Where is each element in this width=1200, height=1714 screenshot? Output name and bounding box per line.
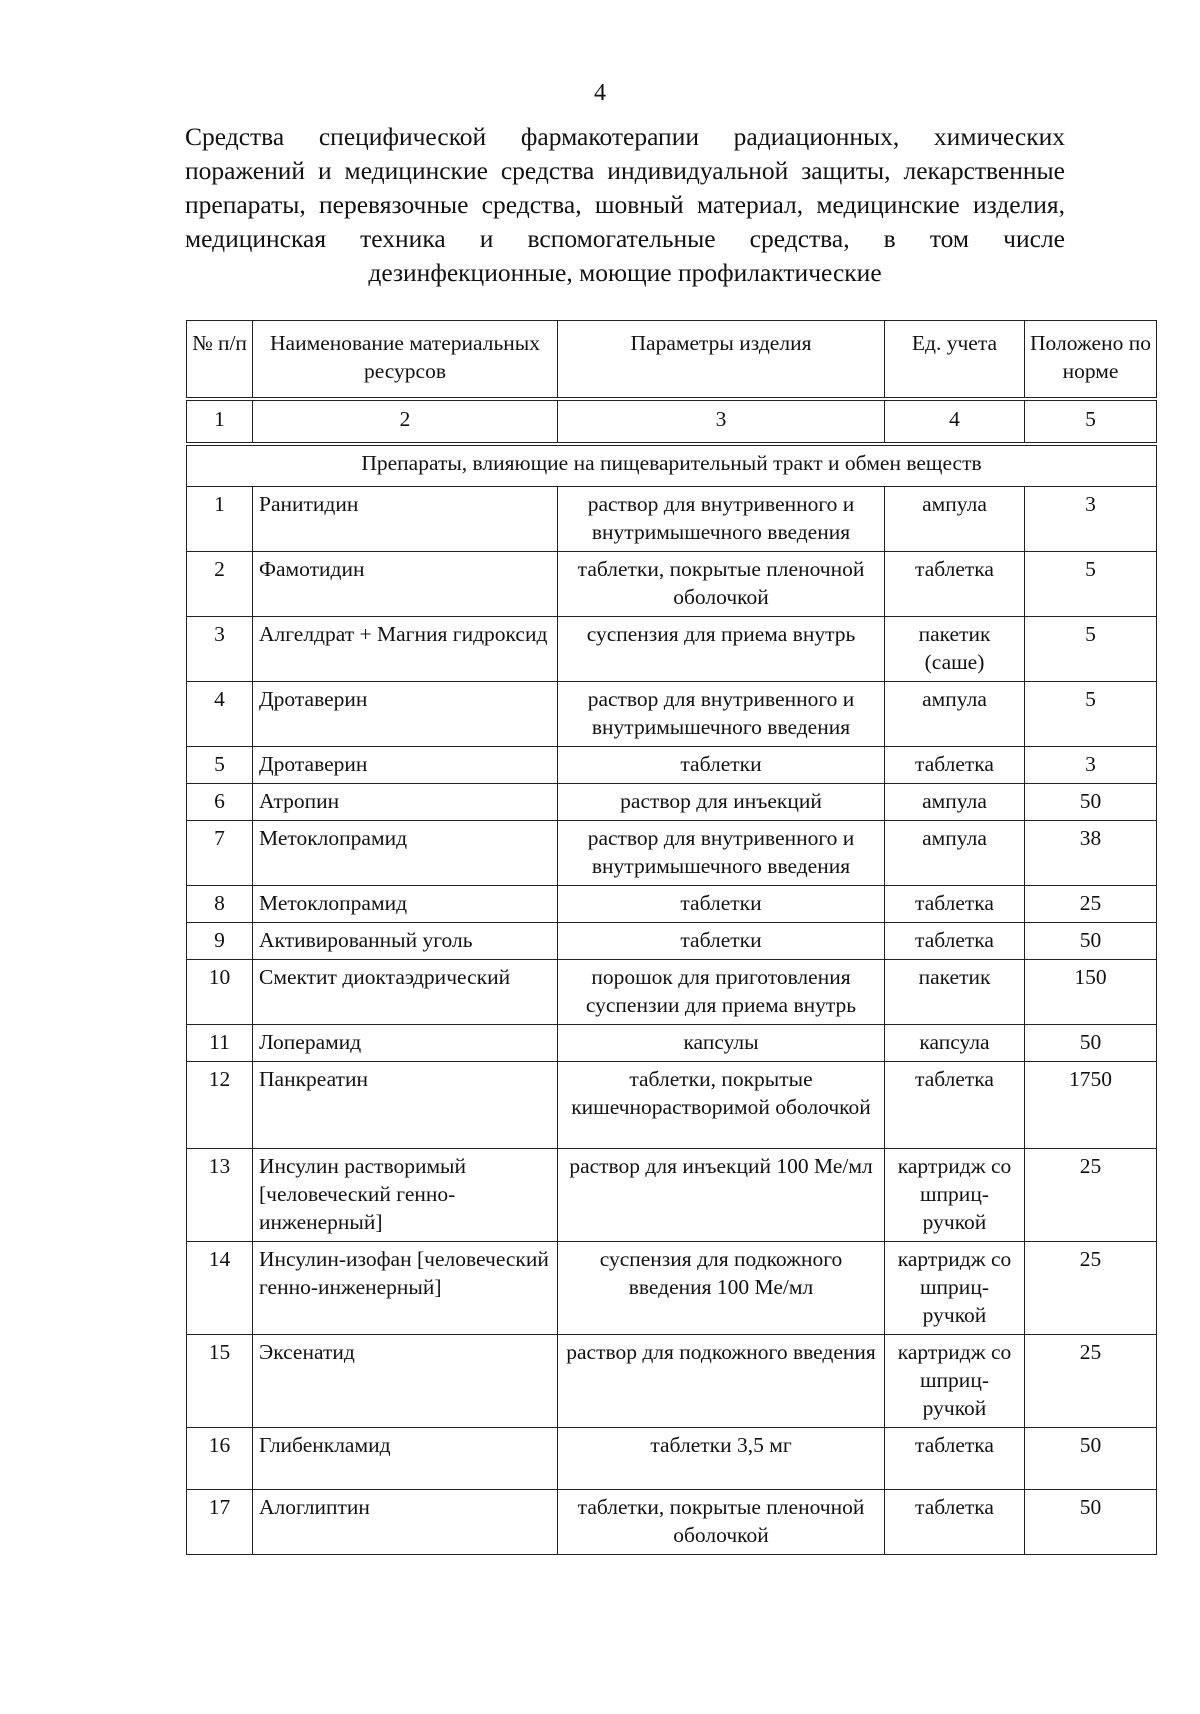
- product-params: таблетки 3,5 мг: [558, 1428, 885, 1490]
- unit-of-account: таблетка: [885, 552, 1025, 617]
- unit-of-account: таблетка: [885, 1062, 1025, 1149]
- resource-name: Алгелдрат + Магния гидроксид: [253, 617, 558, 682]
- norm-quantity: 5: [1025, 682, 1157, 747]
- table-row: [187, 960, 1157, 1025]
- table-row: [187, 617, 1157, 682]
- resource-name: Активированный уголь: [253, 923, 558, 960]
- row-number: 16: [187, 1428, 253, 1490]
- product-params: таблетки, покрытые пленочной оболочкой: [558, 1490, 885, 1555]
- product-params: таблетки, покрытые кишечнорастворимой оболочкой: [558, 1062, 885, 1149]
- table-row: [187, 784, 1157, 821]
- row-number: 8: [187, 886, 253, 923]
- column-numbers-row: [187, 401, 1157, 443]
- resources-table: [186, 320, 1157, 1555]
- table-row: [187, 1428, 1157, 1490]
- resource-name: Инсулин-изофан [человеческий генно-инженерный]: [253, 1242, 558, 1335]
- table-row: [187, 487, 1157, 552]
- unit-of-account: картридж со шприц-ручкой: [885, 1242, 1025, 1335]
- header-qty: Положено по норме: [1025, 321, 1157, 398]
- unit-of-account: ампула: [885, 487, 1025, 552]
- product-params: суспензия для приема внутрь: [558, 617, 885, 682]
- norm-quantity: 50: [1025, 1490, 1157, 1555]
- table-row: [187, 923, 1157, 960]
- column-number: 2: [253, 401, 558, 443]
- product-params: раствор для подкожного введения: [558, 1335, 885, 1428]
- row-number: 4: [187, 682, 253, 747]
- table-row: [187, 886, 1157, 923]
- resource-name: Инсулин растворимый [человеческий генно-инженерный]: [253, 1149, 558, 1242]
- unit-of-account: таблетка: [885, 1490, 1025, 1555]
- product-params: таблетки, покрытые пленочной оболочкой: [558, 552, 885, 617]
- norm-quantity: 25: [1025, 886, 1157, 923]
- norm-quantity: 3: [1025, 747, 1157, 784]
- unit-of-account: картридж со шприц-ручкой: [885, 1335, 1025, 1428]
- row-number: 1: [187, 487, 253, 552]
- table-row: [187, 1242, 1157, 1335]
- table-row: [187, 1335, 1157, 1428]
- unit-of-account: пакетик: [885, 960, 1025, 1025]
- unit-of-account: ампула: [885, 821, 1025, 886]
- row-number: 7: [187, 821, 253, 886]
- row-number: 2: [187, 552, 253, 617]
- resource-name: Дротаверин: [253, 747, 558, 784]
- table-row: [187, 1149, 1157, 1242]
- unit-of-account: ампула: [885, 784, 1025, 821]
- product-params: раствор для инъекций 100 Ме/мл: [558, 1149, 885, 1242]
- product-params: суспензия для подкожного введения 100 Ме/мл: [558, 1242, 885, 1335]
- norm-quantity: 5: [1025, 552, 1157, 617]
- unit-of-account: таблетка: [885, 1428, 1025, 1490]
- norm-quantity: 50: [1025, 784, 1157, 821]
- unit-of-account: таблетка: [885, 923, 1025, 960]
- resource-name: Ранитидин: [253, 487, 558, 552]
- product-params: раствор для внутривенного и внутримышечного введения: [558, 821, 885, 886]
- section-title: Препараты, влияющие на пищеварительный тракт и обмен веществ: [187, 446, 1157, 487]
- table-row: [187, 552, 1157, 617]
- unit-of-account: таблетка: [885, 747, 1025, 784]
- product-params: раствор для внутривенного и внутримышечного введения: [558, 487, 885, 552]
- header-params: Параметры изделия: [558, 321, 885, 398]
- norm-quantity: 150: [1025, 960, 1157, 1025]
- product-params: таблетки: [558, 923, 885, 960]
- table-header-row: [187, 321, 1157, 398]
- norm-quantity: 25: [1025, 1335, 1157, 1428]
- unit-of-account: картридж со шприц-ручкой: [885, 1149, 1025, 1242]
- unit-of-account: пакетик (саше): [885, 617, 1025, 682]
- column-number: 3: [558, 401, 885, 443]
- norm-quantity: 3: [1025, 487, 1157, 552]
- table-row: [187, 821, 1157, 886]
- document-title: Средства специфической фармакотерапии радиационных, химических поражений и медицинские средства индивидуальной защиты, лекарственные препараты, перевязочные средства, шовный материал, медицинские изделия, медицинская техника и вспомогательные средства, в том числе дезинфекционные, моющие профилактические: [185, 122, 1065, 287]
- header-name: Наименование материальных ресурсов: [253, 321, 558, 398]
- column-number: 4: [885, 401, 1025, 443]
- norm-quantity: 5: [1025, 617, 1157, 682]
- row-number: 6: [187, 784, 253, 821]
- resource-name: Метоклопрамид: [253, 821, 558, 886]
- row-number: 9: [187, 923, 253, 960]
- resource-name: Смектит диоктаэдрический: [253, 960, 558, 1025]
- row-number: 10: [187, 960, 253, 1025]
- resource-name: Алоглиптин: [253, 1490, 558, 1555]
- product-params: порошок для приготовления суспензии для приема внутрь: [558, 960, 885, 1025]
- resource-name: Фамотидин: [253, 552, 558, 617]
- table-body: [187, 487, 1157, 1555]
- unit-of-account: таблетка: [885, 886, 1025, 923]
- row-number: 15: [187, 1335, 253, 1428]
- table-row: [187, 682, 1157, 747]
- row-number: 3: [187, 617, 253, 682]
- norm-quantity: 25: [1025, 1242, 1157, 1335]
- row-number: 13: [187, 1149, 253, 1242]
- row-number: 17: [187, 1490, 253, 1555]
- product-params: раствор для инъекций: [558, 784, 885, 821]
- norm-quantity: 25: [1025, 1149, 1157, 1242]
- resource-name: Панкреатин: [253, 1062, 558, 1149]
- product-params: раствор для внутривенного и внутримышечного введения: [558, 682, 885, 747]
- resource-name: Эксенатид: [253, 1335, 558, 1428]
- table-row: [187, 747, 1157, 784]
- row-number: 11: [187, 1025, 253, 1062]
- table-row: [187, 1025, 1157, 1062]
- unit-of-account: капсула: [885, 1025, 1025, 1062]
- product-params: таблетки: [558, 886, 885, 923]
- page-number: 4: [594, 80, 606, 106]
- column-number: 5: [1025, 401, 1157, 443]
- table-row: [187, 1062, 1157, 1149]
- resource-name: Метоклопрамид: [253, 886, 558, 923]
- norm-quantity: 38: [1025, 821, 1157, 886]
- norm-quantity: 50: [1025, 1025, 1157, 1062]
- header-unit: Ед. учета: [885, 321, 1025, 398]
- row-number: 14: [187, 1242, 253, 1335]
- resource-name: Дротаверин: [253, 682, 558, 747]
- norm-quantity: 1750: [1025, 1062, 1157, 1149]
- unit-of-account: ампула: [885, 682, 1025, 747]
- product-params: таблетки: [558, 747, 885, 784]
- row-number: 12: [187, 1062, 253, 1149]
- column-number: 1: [187, 401, 253, 443]
- section-row: [187, 446, 1157, 487]
- norm-quantity: 50: [1025, 923, 1157, 960]
- table-row: [187, 1490, 1157, 1555]
- resource-name: Атропин: [253, 784, 558, 821]
- row-number: 5: [187, 747, 253, 784]
- resource-name: Лоперамид: [253, 1025, 558, 1062]
- resource-name: Глибенкламид: [253, 1428, 558, 1490]
- product-params: капсулы: [558, 1025, 885, 1062]
- header-number: № п/п: [187, 321, 253, 398]
- norm-quantity: 50: [1025, 1428, 1157, 1490]
